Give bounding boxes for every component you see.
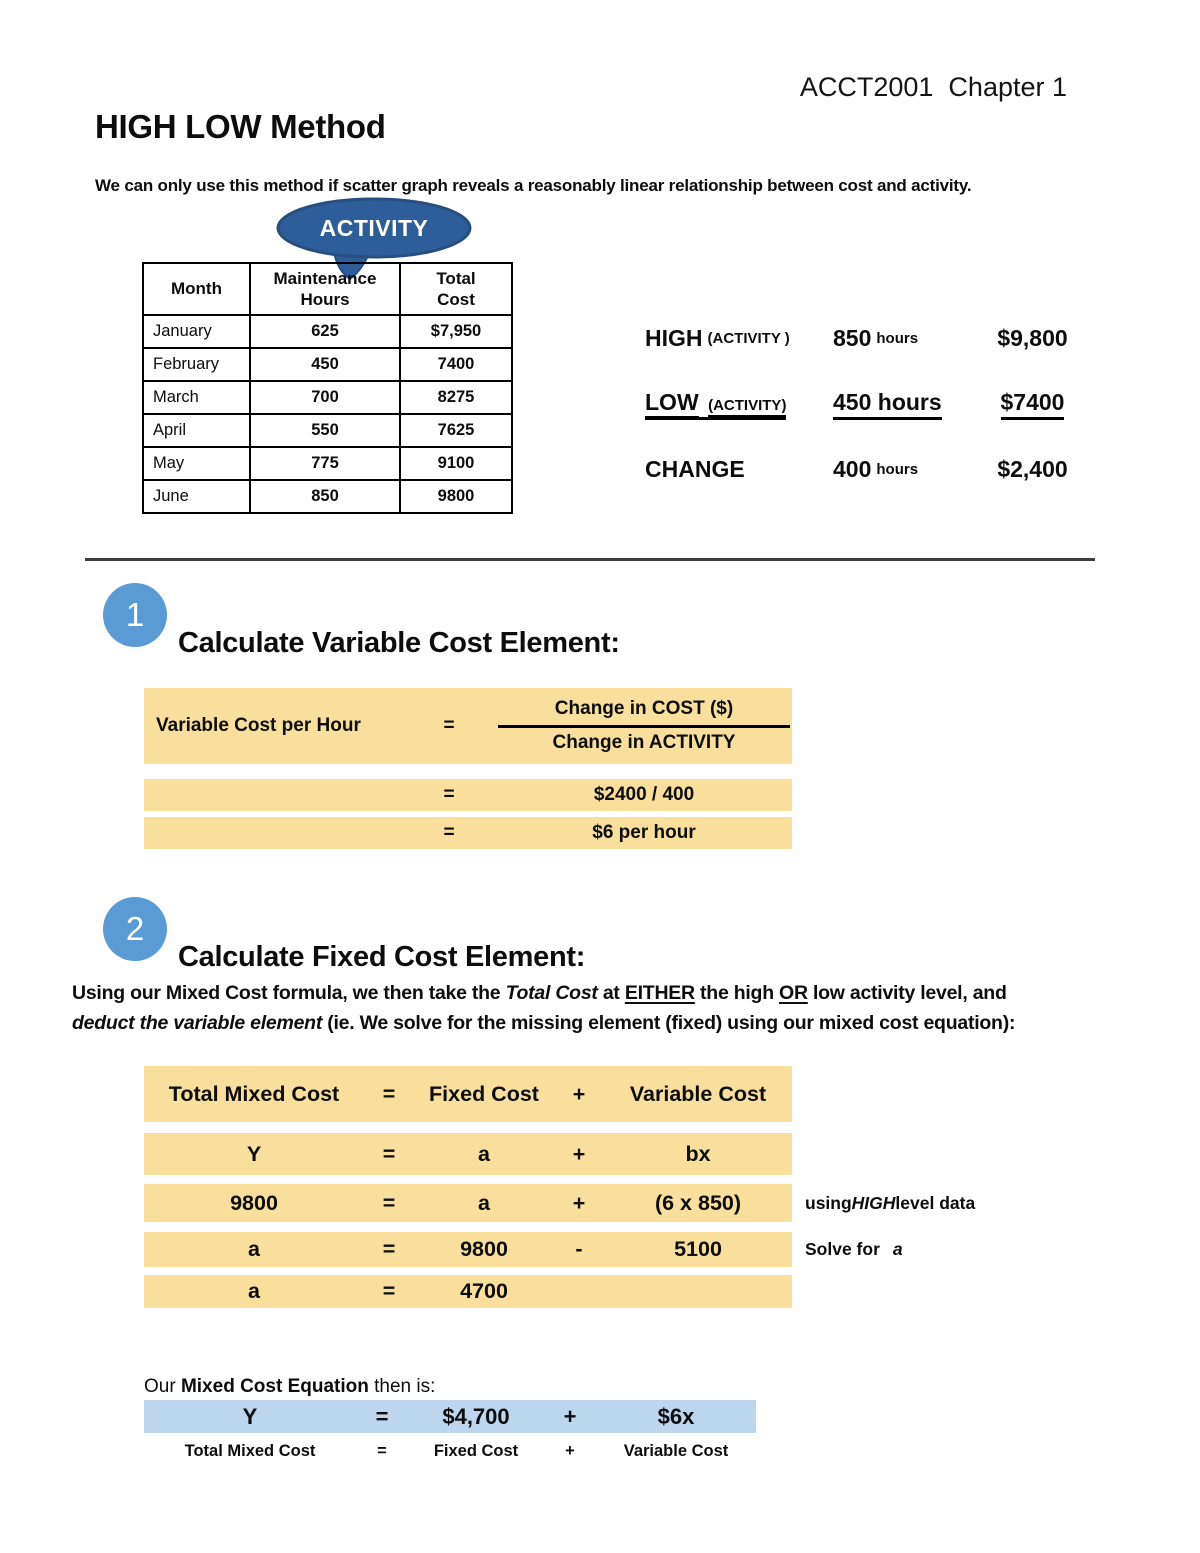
step-1-number: 1 bbox=[125, 596, 145, 633]
summary-row-low bbox=[645, 386, 1115, 422]
equals-sign: = bbox=[443, 822, 455, 843]
hours-cell: 550 bbox=[250, 414, 400, 447]
cost-cell: 7625 bbox=[400, 414, 512, 447]
change-hours: 400 hours bbox=[833, 455, 919, 482]
activity-callout-label: ACTIVITY bbox=[319, 215, 429, 241]
step-2-number: 2 bbox=[125, 910, 145, 947]
section-divider bbox=[85, 558, 1095, 561]
month-cell: January bbox=[143, 315, 250, 348]
step-2-paragraph-line-1: Using our Mixed Cost formula, we then take the Total Cost at EITHER the high OR low activity level, and bbox=[72, 982, 1007, 1004]
cost-cell: 9800 bbox=[400, 480, 512, 513]
table-row bbox=[143, 480, 512, 513]
equals-sign: = bbox=[443, 715, 455, 736]
step-2-paragraph-line-2: deduct the variable element (ie. We solve for the missing element (fixed) using our mixed cost equation): bbox=[72, 1012, 1016, 1034]
month-cell: April bbox=[143, 414, 250, 447]
month-cell: May bbox=[143, 447, 250, 480]
cost-cell: 7400 bbox=[400, 348, 512, 381]
variable-cost-step-row bbox=[144, 779, 792, 811]
col-header-cost: Total Cost bbox=[400, 263, 512, 315]
variable-cost-formula-box bbox=[144, 688, 792, 764]
step-1-badge bbox=[103, 583, 167, 647]
month-cell: February bbox=[143, 348, 250, 381]
high-hours: 850 hours bbox=[833, 324, 919, 351]
col-header-month: Month bbox=[143, 263, 250, 315]
table-row bbox=[143, 315, 512, 348]
table-row bbox=[143, 348, 512, 381]
summary-row-change bbox=[645, 451, 1115, 487]
low-cost: $7400 bbox=[975, 386, 1090, 422]
intro-text: We can only use this method if scatter graph reveals a reasonably linear relationship between cost and activity. bbox=[95, 176, 972, 195]
equation-legend-row: Total Mixed Cost = Fixed Cost + Variable Cost bbox=[184, 1441, 729, 1460]
summary-row-high bbox=[645, 320, 1115, 356]
formula-fraction bbox=[498, 693, 790, 759]
page-title: HIGH LOW Method bbox=[95, 108, 386, 145]
hours-cell: 850 bbox=[250, 480, 400, 513]
equation-row-formula: Total Mixed Cost = Fixed Cost + Variable Cost bbox=[144, 1066, 792, 1122]
cost-cell: 8275 bbox=[400, 381, 512, 414]
low-hours: 450 hours bbox=[833, 386, 942, 422]
step-2-badge bbox=[103, 897, 167, 961]
conclusion-intro: Our Mixed Cost Equation then is: bbox=[144, 1376, 436, 1397]
note-high-level-data: using HIGH level data bbox=[805, 1192, 976, 1213]
hours-cell: 625 bbox=[250, 315, 400, 348]
formula-label: Variable Cost per Hour bbox=[156, 715, 361, 736]
variable-cost-result-row bbox=[144, 817, 792, 849]
calc-value: $2400 / 400 bbox=[593, 784, 695, 805]
hours-cell: 700 bbox=[250, 381, 400, 414]
col-header-hours: Maintenance Hours bbox=[250, 263, 400, 315]
fraction-numerator: Change in COST ($) bbox=[498, 693, 790, 728]
change-cost: $2,400 bbox=[997, 455, 1068, 482]
table-row bbox=[143, 414, 512, 447]
change-label: CHANGE bbox=[645, 455, 745, 482]
note-solve-for-a: Solve for a bbox=[805, 1239, 903, 1259]
cost-table bbox=[142, 262, 513, 514]
step-1-heading: Calculate Variable Cost Element: bbox=[178, 627, 620, 659]
hours-cell: 775 bbox=[250, 447, 400, 480]
hours-cell: 450 bbox=[250, 348, 400, 381]
cost-cell: $7,950 bbox=[400, 315, 512, 348]
table-row bbox=[143, 381, 512, 414]
high-cost: $9,800 bbox=[997, 324, 1068, 351]
cost-table-header-row bbox=[143, 263, 512, 315]
cost-cell: 9100 bbox=[400, 447, 512, 480]
month-cell: March bbox=[143, 381, 250, 414]
equation-row-solution: a = 4700 bbox=[144, 1275, 792, 1308]
equation-row-symbols: Y = a + bx bbox=[144, 1133, 792, 1175]
course-header: ACCT2001 Chapter 1 bbox=[799, 72, 1067, 102]
table-row bbox=[143, 447, 512, 480]
high-label: HIGH (ACTIVITY ) bbox=[645, 324, 790, 351]
calc-result: $6 per hour bbox=[592, 822, 696, 843]
month-cell: June bbox=[143, 480, 250, 513]
equals-sign: = bbox=[443, 784, 455, 805]
equation-row-substitute: 9800 = a + (6 x 850) bbox=[144, 1184, 792, 1222]
low-label: LOW (ACTIVITY) bbox=[645, 386, 786, 422]
mixed-cost-equation-row: Y = $4,700 + $6x bbox=[144, 1400, 756, 1433]
fraction-denominator: Change in ACTIVITY bbox=[552, 732, 736, 754]
equation-row-rearrange: a = 9800 - 5100 bbox=[144, 1232, 792, 1267]
step-2-heading: Calculate Fixed Cost Element: bbox=[178, 941, 586, 973]
